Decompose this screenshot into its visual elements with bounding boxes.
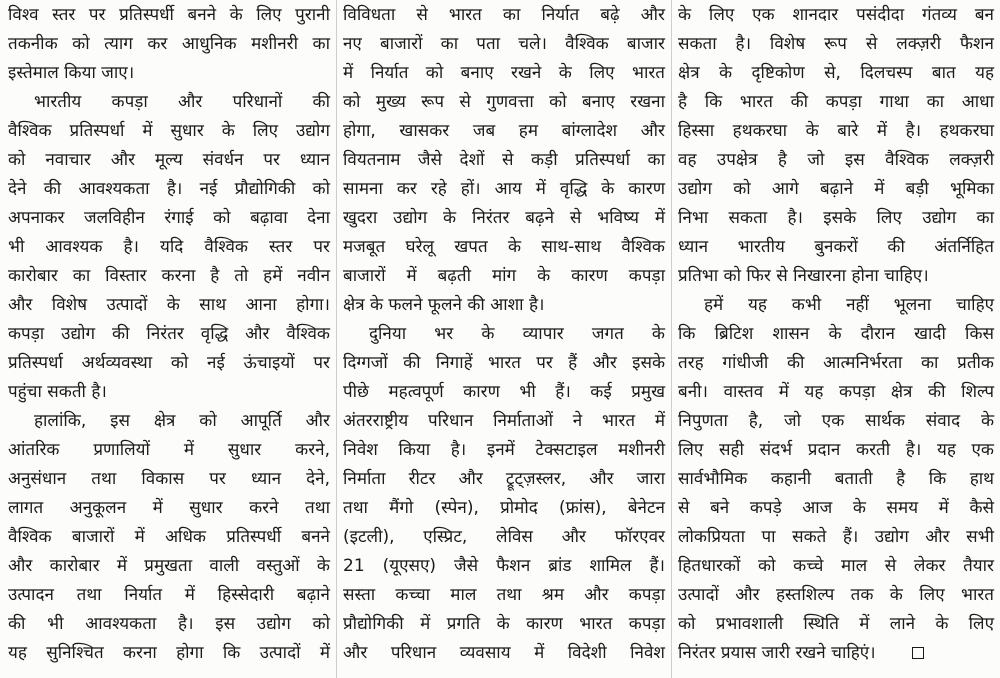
text-line: अंतरराष्ट्रीय परिधान निर्माताओं ने भारत में — [343, 411, 665, 431]
text-line: की भी आवश्यकता है। इस उद्योग को — [8, 614, 330, 634]
text-line: पीछे महत्वपूर्ण कारण भी हैं। कई प्रमुख — [343, 382, 665, 402]
text-line: तरह गांधीजी की आत्मनिर्भरता का प्रतीक — [678, 353, 994, 373]
text-line: सामना कर रहे हों। आय में वृद्धि के कारण — [343, 179, 665, 199]
column-divider — [671, 0, 672, 678]
text-line: निवेश किया है। इनमें टेक्सटाइल मशीनरी — [343, 440, 665, 460]
text-line: सस्ता कच्चा माल तथा श्रम और कपड़ा — [343, 585, 665, 605]
text-line: प्रतिस्पर्धा अर्थव्यवस्था को नई ऊंचाइयों पर — [8, 353, 330, 373]
text-line: भी आवश्यक है। यदि वैश्विक स्तर पर — [8, 237, 330, 257]
text-line: प्रौद्योगिकी में प्रगति के कारण भारत कपड़ा — [343, 614, 665, 634]
text-line: वैश्विक बाजारों में अधिक प्रतिस्पर्धी बनने — [8, 527, 330, 547]
text-line: को नवाचार और मूल्य संवर्धन पर ध्यान — [8, 150, 330, 170]
text-line: सकता है। विशेष रूप से लक्ज़री फैशन — [678, 34, 994, 54]
text-line: ध्यान भारतीय बुनकरों की अंतर्निहित — [678, 237, 994, 257]
text-line: हमें यह कभी नहीं भूलना चाहिए — [704, 295, 994, 315]
text-line: हितधारकों को कच्चे माल से लेकर तैयार — [678, 556, 994, 576]
text-line: वह उपक्षेत्र है जो इस वैश्विक लक्ज़री — [678, 150, 994, 170]
text-line: यह सुनिश्चित करना होगा कि उत्पादों में — [8, 643, 330, 663]
text-line: हालांकि, इस क्षेत्र को आपूर्ति और — [34, 411, 330, 431]
text-line: तकनीक को त्याग कर आधुनिक मशीनरी का — [8, 34, 330, 54]
text-line: निभा सकता है। इसके लिए उद्योग का — [678, 208, 994, 228]
text-line: नए बाजारों का पता चले। वैश्विक बाजार — [343, 34, 665, 54]
text-line: वैश्विक प्रतिस्पर्धा में सुधार के लिए उद्योग — [8, 121, 330, 141]
text-line: अपनाकर जलविहीन रंगाई को बढ़ावा देना — [8, 208, 330, 228]
text-line: विश्व स्तर पर प्रतिस्पर्धी बनने के लिए पुरानी — [8, 5, 330, 25]
text-column-3 — [678, 0, 994, 678]
text-line: निर्माता रीटर और ट्रूट्ज़स्लर, और जारा — [343, 469, 665, 489]
text-line: और विशेष उत्पादों के साथ आना होगा। — [8, 295, 330, 315]
text-line: इस्तेमाल किया जाए। — [8, 63, 135, 83]
text-line: और परिधान व्यवसाय में विदेशी निवेश — [343, 643, 665, 663]
text-line: उद्योग को आगे बढ़ाने में बड़ी भूमिका — [678, 179, 994, 199]
text-line: वियतनाम जैसे देशों से कड़ी प्रतिस्पर्धा का — [343, 150, 665, 170]
text-line: विविधता से भारत का निर्यात बढ़े और — [343, 5, 665, 25]
text-line: पहुंचा सकती है। — [8, 382, 107, 402]
text-line: निरंतर प्रयास जारी रखने चाहिएं। — [678, 643, 876, 663]
text-line: है कि भारत की कपड़ा गाथा का आधा — [678, 92, 994, 112]
text-line: हिस्सा हथकरघा के बारे में है। हथकरघा — [678, 121, 994, 141]
text-line: निपुणता है, जो एक सार्थक संवाद के — [678, 411, 994, 431]
article-end-box-icon — [912, 647, 924, 659]
text-line: (इटली), एस्प्रिट, लेविस और फॉरएवर — [343, 527, 665, 547]
text-line: से बने कपड़े आज के समय में कैसे — [678, 498, 994, 518]
text-line: दुनिया भर के व्यापार जगत के — [369, 324, 665, 344]
text-line: लोकप्रियता पा सकते हैं। उद्योग और सभी — [678, 527, 994, 547]
text-line: में निर्यात को बनाए रखने के लिए भारत — [343, 63, 665, 83]
text-line: कि ब्रिटिश शासन के दौरान खादी किस — [678, 324, 994, 344]
text-line: को प्रभावशाली स्थिति में लाने के लिए — [678, 614, 994, 634]
text-line: क्षेत्र के फलने फूलने की आशा है। — [343, 295, 545, 315]
text-column-2 — [343, 0, 665, 678]
text-line: को मुख्य रूप से गुणवत्ता को बनाए रखना — [343, 92, 665, 112]
text-line: सार्वभौमिक कहानी बताती है कि हाथ — [678, 469, 994, 489]
text-line: लिए सही संदर्भ प्रदान करती है। यह एक — [678, 440, 994, 460]
text-line: कपड़ा उद्योग की निरंतर वृद्धि और वैश्विक — [8, 324, 330, 344]
text-line: बनी। वास्तव में यह कपड़ा क्षेत्र की शिल्प — [678, 382, 994, 402]
text-line: और कारोबार में प्रमुखता वाली वस्तुओं के — [8, 556, 330, 576]
text-column-1 — [8, 0, 330, 678]
text-line: उत्पादन तथा निर्यात में हिस्सेदारी बढ़ाने — [8, 585, 330, 605]
text-line: के लिए एक शानदार पसंदीदा गंतव्य बन — [678, 5, 994, 25]
text-line: क्षेत्र के दृष्टिकोण से, दिलचस्प बात यह — [678, 63, 994, 83]
text-line: होगा, खासकर जब हम बांग्लादेश और — [343, 121, 665, 141]
text-line: दिग्गजों की निगाहें भारत पर हैं और इसके — [343, 353, 665, 373]
text-line: बाजारों में बढ़ती मांग के कारण कपड़ा — [343, 266, 665, 286]
text-line: कारोबार का विस्तार करना है तो हमें नवीन — [8, 266, 330, 286]
text-line: प्रतिभा को फिर से निखारना होना चाहिए। — [678, 266, 929, 286]
last-text-line — [678, 638, 994, 668]
text-line: उत्पादों और हस्तशिल्प तक के लिए भारत — [678, 585, 994, 605]
text-line: खुदरा उद्योग के निरंतर बढ़ने से भविष्य में — [343, 208, 665, 228]
text-line: लागत अनुकूलन में सुधार करने तथा — [8, 498, 330, 518]
text-line: अनुसंधान तथा विकास पर ध्यान देने, — [8, 469, 330, 489]
text-line: आंतरिक प्रणालियों में सुधार करने, — [8, 440, 330, 460]
text-line: तथा मैंगो (स्पेन), प्रोमोद (फ्रांस), बेनेटन — [343, 498, 665, 518]
text-line: देने की आवश्यकता है। नई प्रौद्योगिकी को — [8, 179, 330, 199]
text-line: मजबूत घरेलू खपत के साथ-साथ वैश्विक — [343, 237, 665, 257]
column-divider — [336, 0, 337, 678]
text-line: भारतीय कपड़ा और परिधानों की — [34, 92, 330, 112]
text-line: 21 (यूएसए) जैसे फैशन ब्रांड शामिल हैं। — [343, 556, 665, 576]
